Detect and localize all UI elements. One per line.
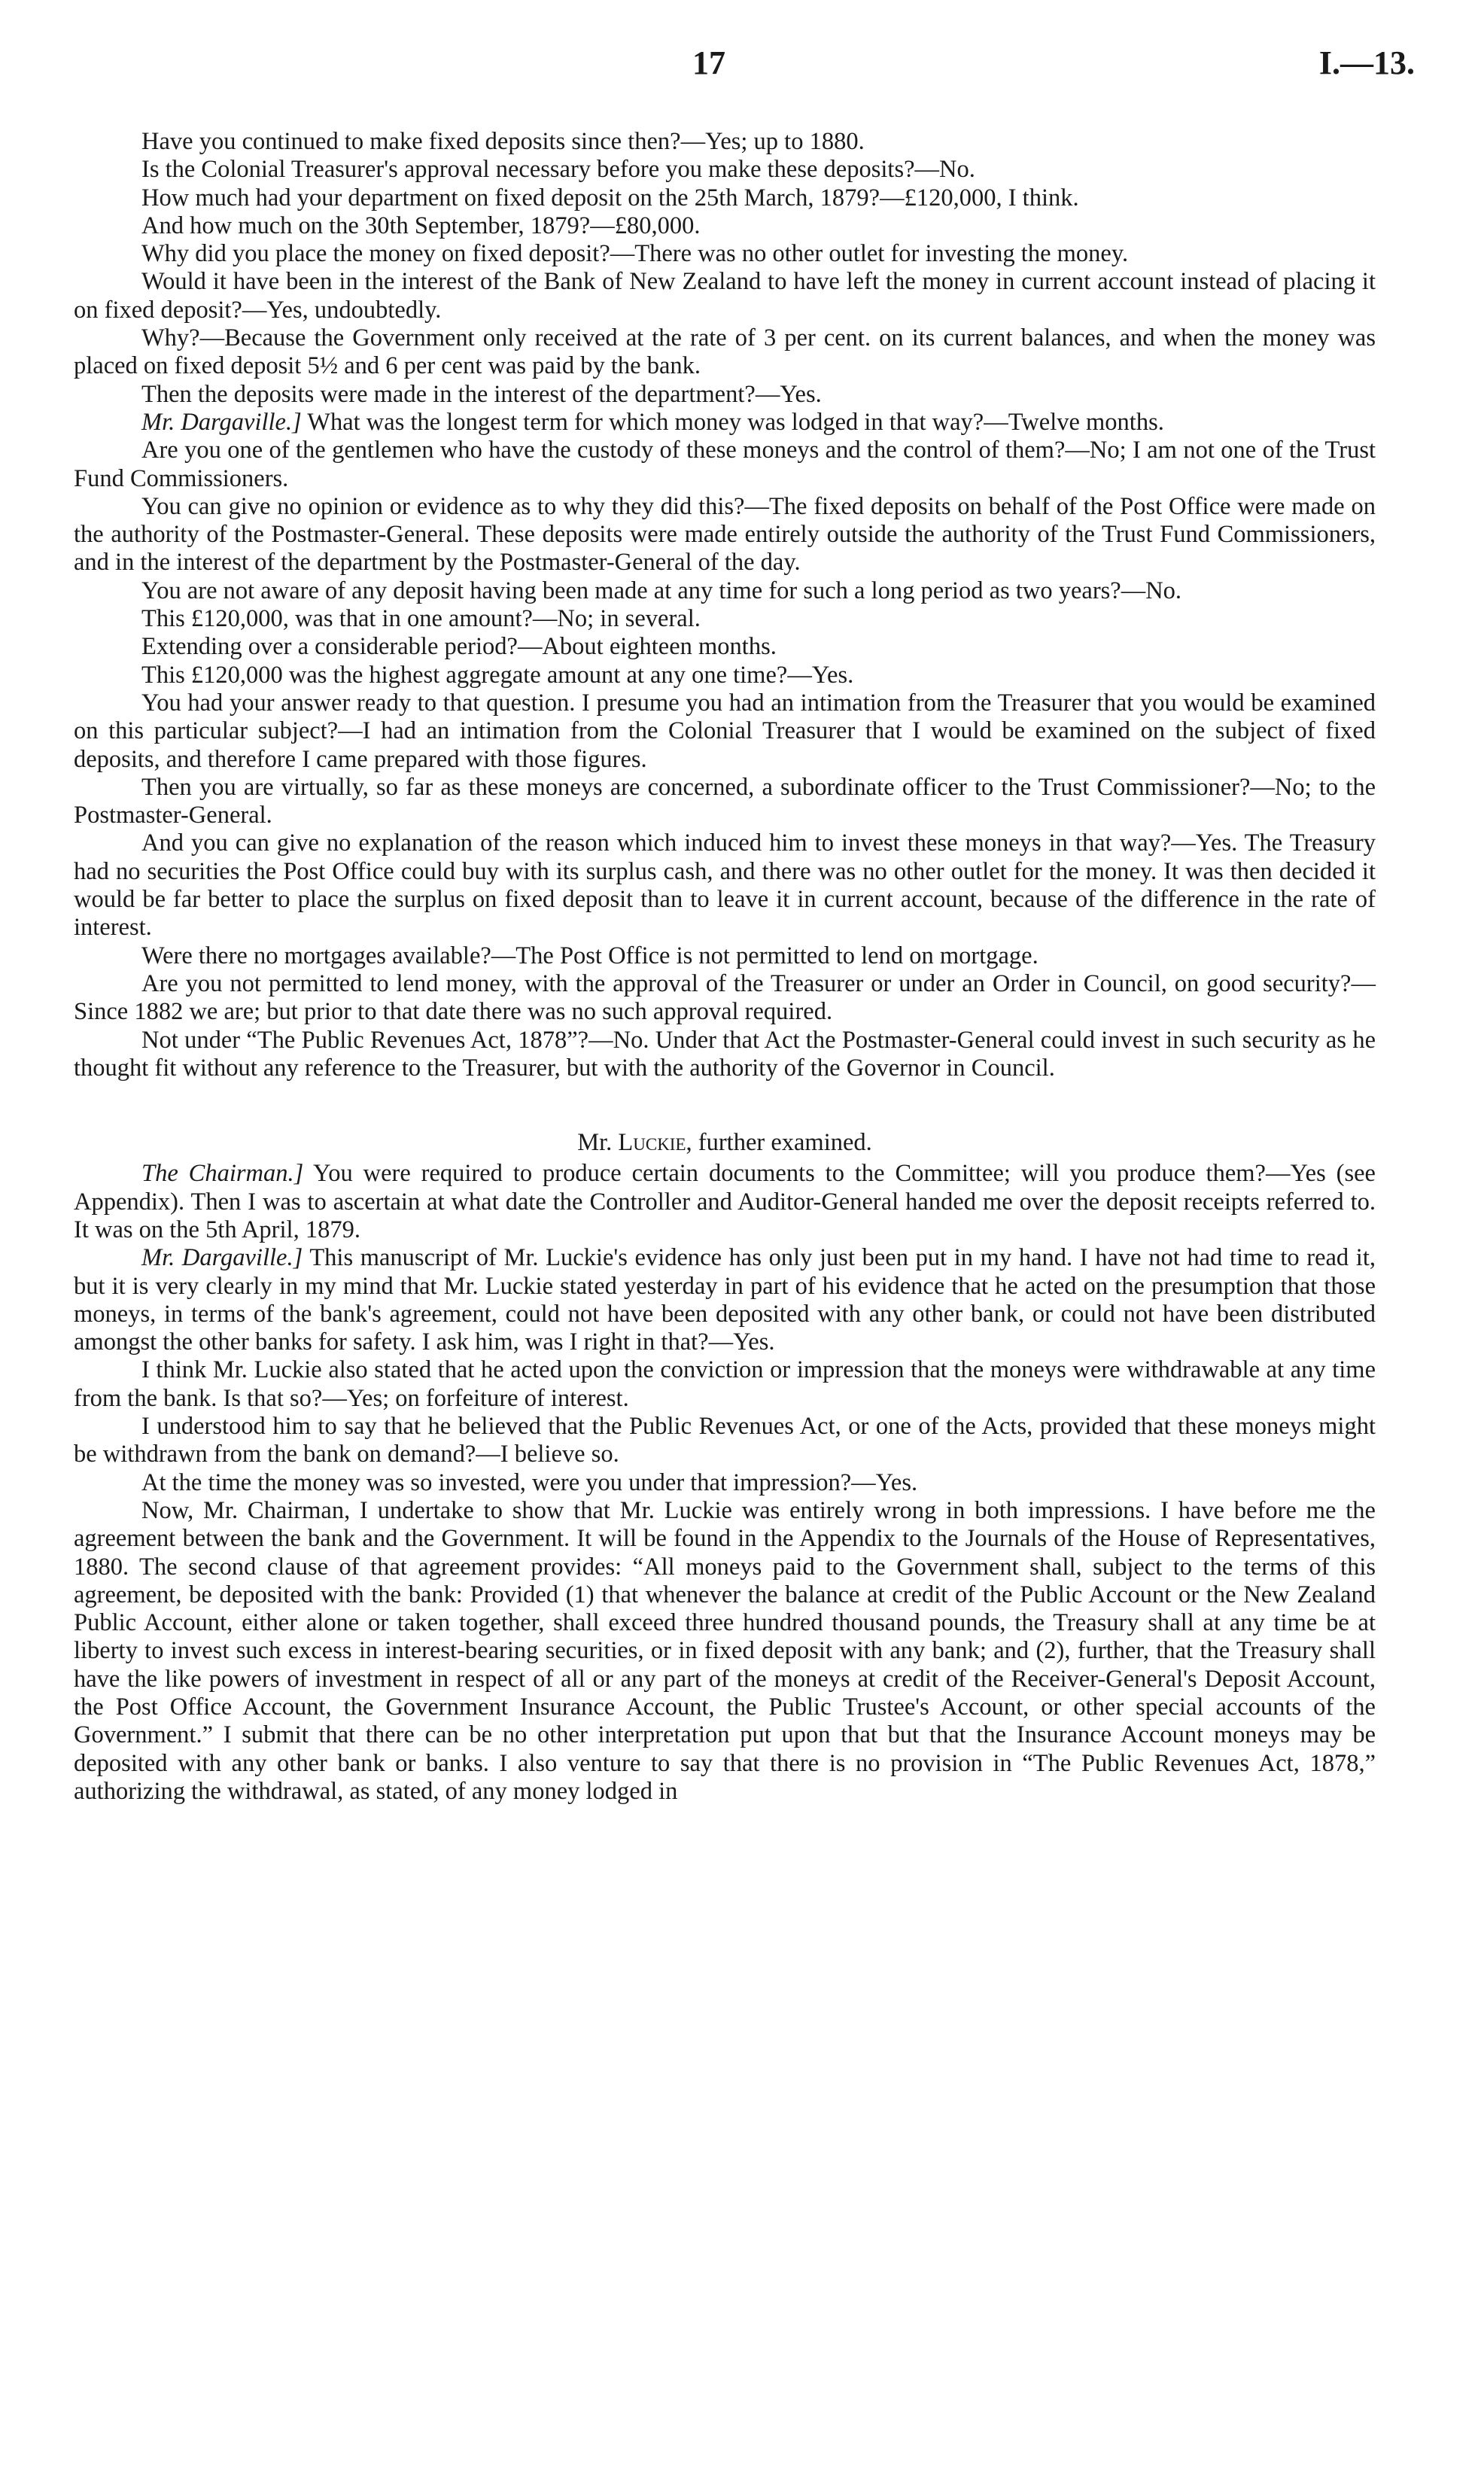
question-answer-paragraph [74,689,1376,774]
paragraph-text: Then you are virtually, so far as these moneys are concerned, a subordinate officer to the Trust Commissioner?—No; to the Postmaster-General. [74,773,1376,829]
paragraph-text: This £120,000 was the highest aggregate amount at any one time?—Yes. [141,661,854,689]
paragraph-text: Why did you place the money on fixed deposit?—There was no other outlet for investing the money. [141,240,1129,268]
question-answer-paragraph [74,774,1376,830]
paragraph-text: This £120,000, was that in one amount?—No; in several. [141,605,701,633]
question-answer-paragraph [74,942,1376,970]
paragraph-text: Are you one of the gentlemen who have the custody of these moneys and the control of them?—No; I am not one of the Trust Fund Commissioners. [74,437,1376,492]
paragraph-text: How much had your department on fixed deposit on the 25th March, 1879?—£120,000, I think. [141,184,1079,211]
question-answer-paragraph [74,1027,1376,1083]
paragraph-text: Now, Mr. Chairman, I undertake to show that Mr. Luckie was entirely wrong in both impressions. I have before me the agreement between the bank and the Government. It will be found in the Appendix to the Journals of the House of Representatives, 1880. The second clause of that agreement provides: “All moneys paid to the Government shall, subject to the terms of this agreement, be deposited with the bank: Provided (1) that whenever the balance at credit of the Public Account or the New Zealand Public Account, either alone or taken together, shall exceed three hundred thousand pounds, the Treasury shall at any time be at liberty to invest such excess in interest-bearing securities, or in fixed deposit with any bank; and (2), further, that the Treasury shall have the like powers of investment in respect of all or any part of the moneys at credit of the Receiver-General's Deposit Account, the Post Office Account, the Government Insurance Account, the Public Trustee's Account, or other special accounts of the Government.” I submit that there can be no other interpretation put upon that but that the Insurance Account moneys may be deposited with any other bank or banks. I also venture to say that there is no provision in “The Public Revenues Act, 1878,” authorizing the withdrawal, as stated, of any money lodged in [74,1496,1376,1805]
examination-section [74,128,1376,1082]
question-answer-paragraph [74,1356,1376,1413]
question-answer-paragraph [74,1160,1376,1244]
question-answer-paragraph [74,1413,1376,1469]
paragraph-text: You had your answer ready to that question. I presume you had an intimation from the Treasurer that you would be examined on this particular subject?—I had an intimation from the Colonial Treasurer that I would be examined on the subject of fixed deposits, and therefore I came prepared with those figures. [74,689,1376,773]
question-answer-paragraph [74,493,1376,577]
paragraph-text: Extending over a considerable period?—About eighteen months. [141,633,777,661]
question-answer-paragraph [74,268,1376,324]
paragraph-text: I understood him to say that he believed that the Public Revenues Act, or one of the Acts, provided that these moneys might be withdrawn from the bank on demand?—I believe so. [74,1413,1376,1468]
question-answer-paragraph [74,437,1376,493]
paragraph-text: Are you not permitted to lend money, with the approval of the Treasurer or under an Order in Council, on good security?—Since 1882 we are; but prior to that date there was no such approval required. [74,969,1376,1026]
paragraph-text: Is the Colonial Treasurer's approval necessary before you make these deposits?—No. [141,156,975,184]
question-answer-paragraph [74,605,1376,633]
paragraph-text: Then the deposits were made in the interest of the department?—Yes. [141,380,822,408]
question-answer-paragraph [74,184,1376,212]
question-answer-paragraph [74,240,1376,268]
further-examination-section [74,1160,1376,1806]
paragraph-text: Would it have been in the interest of the Bank of New Zealand to have left the money in current account instead of placing it on fixed deposit?—Yes, undoubtedly. [74,268,1376,324]
paragraph-text: Not under “The Public Revenues Act, 1878”?—No. Under that Act the Postmaster-General could invest in such security as he thought fit without any reference to the Treasurer, but with the authority of the Governor in Council. [74,1026,1376,1082]
page-number: 17 [692,44,725,81]
paragraph-text: And how much on the 30th September, 1879?—£80,000. [141,211,701,239]
paragraph-text: Were there no mortgages available?—The Post Office is not permitted to lend on mortgage. [141,942,1038,969]
question-answer-paragraph [74,156,1376,184]
paragraph-text: You are not aware of any deposit having been made at any time for such a long period as two years?—No. [141,577,1182,604]
question-answer-paragraph [74,128,1376,156]
paragraph-text: And you can give no explanation of the reason which induced him to invest these moneys in that way?—Yes. The Treasury had no securities the Post Office could buy with its surplus cash, and there was no other outlet for the money. It was then decided it would be far better to place the surplus on fixed deposit than to leave it in current account, because of the difference in the rate of interest. [74,829,1376,942]
question-answer-paragraph [74,662,1376,689]
question-answer-paragraph [74,409,1376,437]
paragraph-text: This manuscript of Mr. Luckie's evidence has only just been put in my hand. I have not had time to read it, but it is very clearly in my mind that Mr. Luckie stated yesterday in part of his evidence that he acted on the presumption that those moneys, in terms of the bank's agreement, could not have been deposited with any other bank, or could not have been distributed amongst the other banks for safety. I ask him, was I right in that?—Yes. [74,1244,1376,1356]
document-body [74,128,1376,1806]
question-answer-paragraph [74,381,1376,409]
paragraph-text: At the time the money was so invested, were you under that impression?—Yes. [141,1468,918,1496]
witness-name: Luckie [618,1129,686,1157]
page-header [0,44,1484,96]
question-answer-paragraph [74,970,1376,1027]
paragraph-text: Have you continued to make fixed deposits since then?—Yes; up to 1880. [141,128,865,155]
paragraph-text: Why?—Because the Government only received at the rate of 3 per cent. on its current balances, and when the money was placed on fixed deposit 5½ and 6 per cent was paid by the bank. [74,324,1376,380]
paragraph-text: You were required to produce certain documents to the Committee; will you produce them?—Yes (see Appendix). Then I was to ascertain at what date the Controller and Auditor-General handed me over the deposit receipts referred to. It was on the 5th April, 1879. [74,1160,1376,1243]
question-answer-paragraph [74,829,1376,942]
speaker-label: Mr. Dargaville.] [141,1244,303,1272]
question-answer-paragraph [74,577,1376,605]
paragraph-text: You can give no opinion or evidence as to why they did this?—The fixed deposits on behalf of the Post Office were made on the authority of the Postmaster-General. These deposits were made entirely outside the authority of the Trust Fund Commissioners, and in the interest of the department by the Postmaster-General of the day. [74,492,1376,577]
question-answer-paragraph [74,1469,1376,1497]
speaker-label: The Chairman.] [141,1160,304,1188]
question-answer-paragraph [74,324,1376,381]
section-heading: Mr. Luckie, further examined. [577,1129,872,1157]
paragraph-text: What was the longest term for which money was lodged in that way?—Twelve months. [301,408,1164,436]
paragraph-text: I think Mr. Luckie also stated that he acted upon the conviction or impression that the moneys were withdrawable at any time from the bank. Is that so?—Yes; on forfeiture of interest. [74,1356,1376,1412]
question-answer-paragraph [74,1244,1376,1356]
question-answer-paragraph [74,1497,1376,1806]
question-answer-paragraph [74,633,1376,661]
question-answer-paragraph [74,212,1376,240]
speaker-label: Mr. Dargaville.] [141,408,302,436]
paper-reference: I.—13. [1318,44,1415,81]
